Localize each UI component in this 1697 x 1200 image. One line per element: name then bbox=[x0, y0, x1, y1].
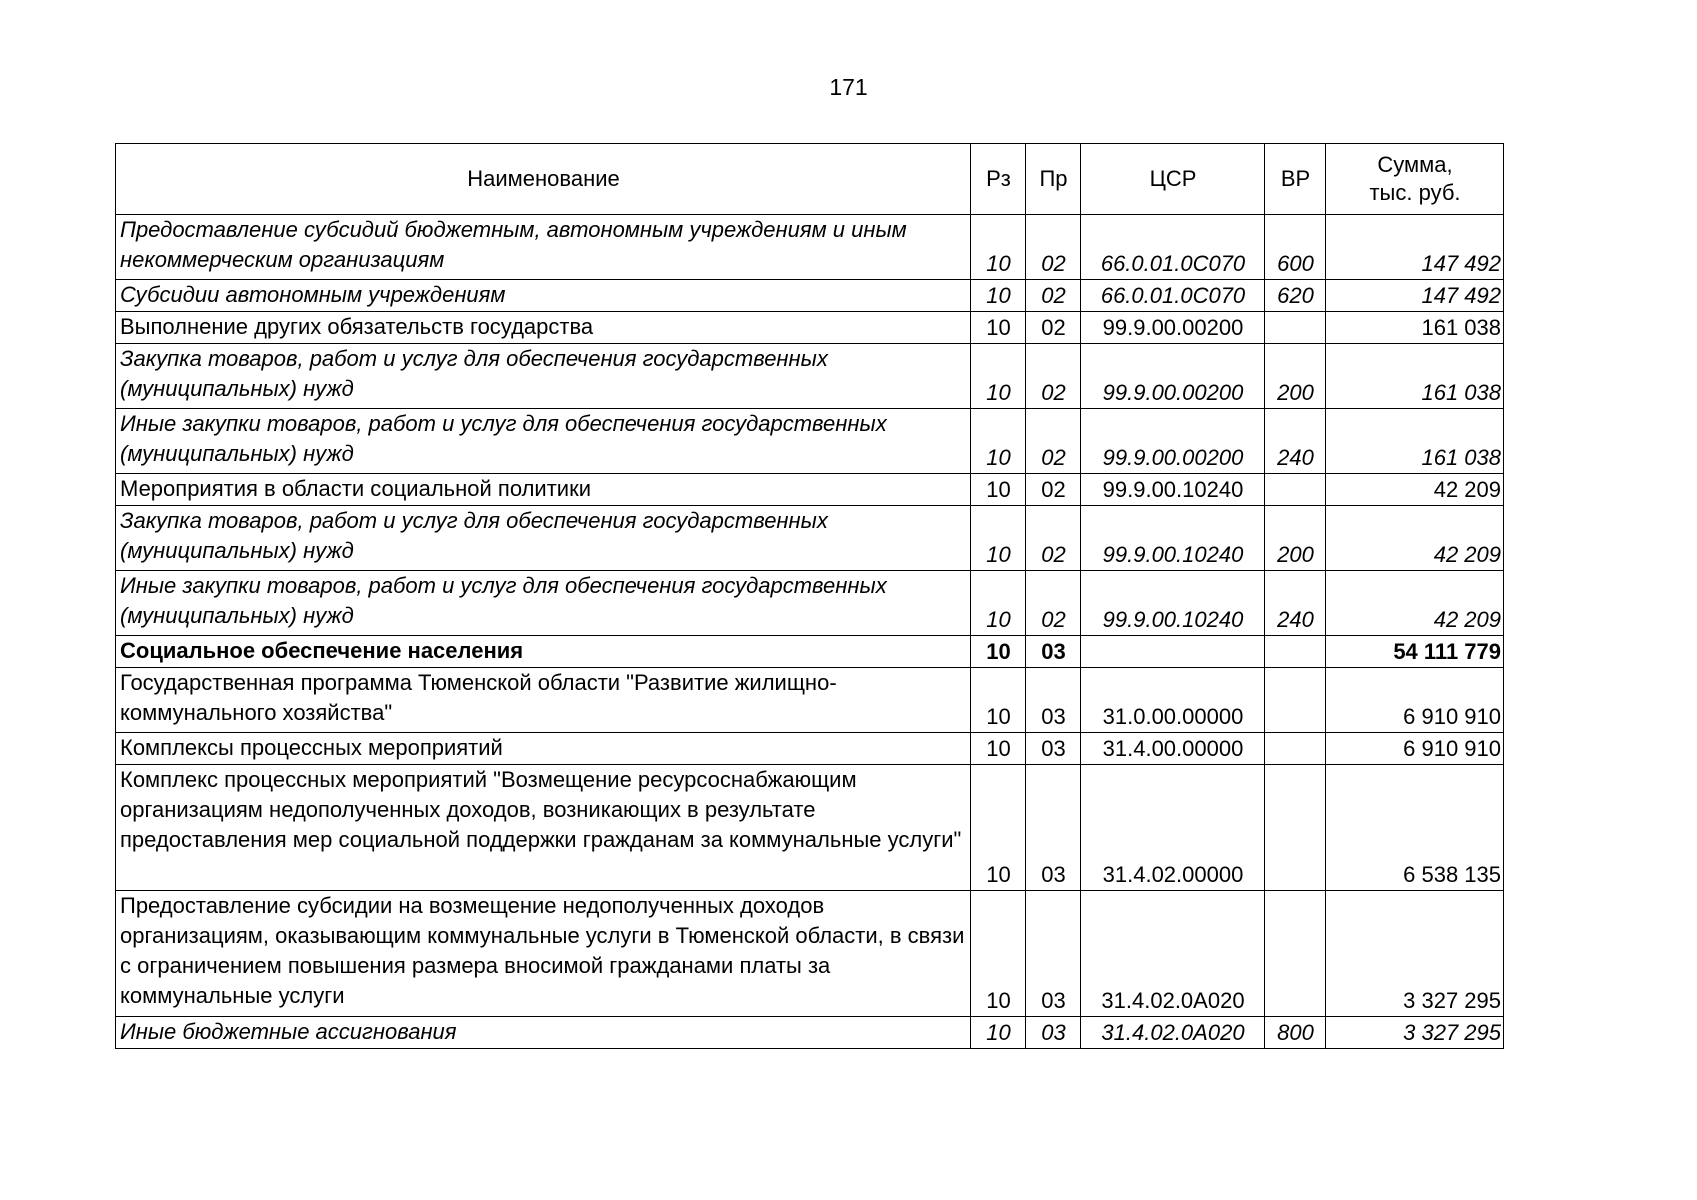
row-name: Выполнение других обязательств государства bbox=[116, 312, 971, 344]
page-number: 171 bbox=[829, 74, 868, 100]
row-sum: 161 038 bbox=[1326, 344, 1504, 409]
row-csr: 99.9.00.00200 bbox=[1081, 344, 1265, 409]
row-name: Социальное обеспечение населения bbox=[116, 636, 971, 668]
row-rz: 10 bbox=[971, 1017, 1026, 1049]
row-pr: 03 bbox=[1026, 1017, 1081, 1049]
row-rz: 10 bbox=[971, 636, 1026, 668]
row-csr: 31.4.02.0А020 bbox=[1081, 1017, 1265, 1049]
row-name: Субсидии автономным учреждениям bbox=[116, 280, 971, 312]
table-row bbox=[116, 409, 1504, 474]
row-rz: 10 bbox=[971, 733, 1026, 765]
row-name: Предоставление субсидий бюджетным, автономным учреждениям и иным некоммерческим организациям bbox=[116, 215, 971, 280]
row-vr: 800 bbox=[1265, 1017, 1326, 1049]
row-rz: 10 bbox=[971, 668, 1026, 733]
row-name: Иные закупки товаров, работ и услуг для обеспечения государственных (муниципальных) нужд bbox=[116, 571, 971, 636]
row-name: Мероприятия в области социальной политики bbox=[116, 474, 971, 506]
row-name: Государственная программа Тюменской области "Развитие жилищно-коммунального хозяйства" bbox=[116, 668, 971, 733]
row-vr bbox=[1265, 312, 1326, 344]
table-row bbox=[116, 1017, 1504, 1049]
row-rz: 10 bbox=[971, 506, 1026, 571]
row-vr: 240 bbox=[1265, 409, 1326, 474]
row-name: Иные закупки товаров, работ и услуг для обеспечения государственных (муниципальных) нужд bbox=[116, 409, 971, 474]
row-pr: 02 bbox=[1026, 344, 1081, 409]
row-pr: 03 bbox=[1026, 891, 1081, 1017]
row-vr bbox=[1265, 765, 1326, 891]
row-pr: 02 bbox=[1026, 506, 1081, 571]
row-rz: 10 bbox=[971, 571, 1026, 636]
table-header-row bbox=[116, 144, 1504, 215]
row-sum: 42 209 bbox=[1326, 506, 1504, 571]
row-sum: 147 492 bbox=[1326, 215, 1504, 280]
row-vr bbox=[1265, 474, 1326, 506]
row-vr bbox=[1265, 636, 1326, 668]
row-csr: 99.9.00.00200 bbox=[1081, 409, 1265, 474]
row-name: Предоставление субсидии на возмещение недополученных доходов организациям, оказывающим коммунальные услуги в Тюменской области, в связи с ограничением повышения размера вносимой гражданами платы за коммунальные услуги bbox=[116, 891, 971, 1017]
row-csr: 31.4.00.00000 bbox=[1081, 733, 1265, 765]
row-pr: 03 bbox=[1026, 636, 1081, 668]
row-vr: 240 bbox=[1265, 571, 1326, 636]
row-rz: 10 bbox=[971, 312, 1026, 344]
row-csr: 99.9.00.10240 bbox=[1081, 571, 1265, 636]
row-vr: 600 bbox=[1265, 215, 1326, 280]
table-row bbox=[116, 344, 1504, 409]
row-csr: 31.0.00.00000 bbox=[1081, 668, 1265, 733]
row-name: Закупка товаров, работ и услуг для обеспечения государственных (муниципальных) нужд bbox=[116, 344, 971, 409]
row-pr: 02 bbox=[1026, 280, 1081, 312]
row-csr: 66.0.01.0С070 bbox=[1081, 280, 1265, 312]
row-pr: 03 bbox=[1026, 765, 1081, 891]
row-rz: 10 bbox=[971, 765, 1026, 891]
table-row bbox=[116, 571, 1504, 636]
row-csr: 99.9.00.00200 bbox=[1081, 312, 1265, 344]
row-csr bbox=[1081, 636, 1265, 668]
header-sum bbox=[1326, 144, 1504, 215]
header-csr: ЦСР bbox=[1081, 144, 1265, 215]
row-csr: 99.9.00.10240 bbox=[1081, 506, 1265, 571]
row-rz: 10 bbox=[971, 409, 1026, 474]
header-vr: ВР bbox=[1265, 144, 1326, 215]
table-row bbox=[116, 506, 1504, 571]
row-rz: 10 bbox=[971, 891, 1026, 1017]
row-pr: 02 bbox=[1026, 571, 1081, 636]
table-row bbox=[116, 733, 1504, 765]
row-name: Иные бюджетные ассигнования bbox=[116, 1017, 971, 1049]
table-row-section-total bbox=[116, 636, 1504, 668]
header-name: Наименование bbox=[116, 144, 971, 215]
row-vr: 620 bbox=[1265, 280, 1326, 312]
row-csr: 31.4.02.00000 bbox=[1081, 765, 1265, 891]
row-pr: 02 bbox=[1026, 312, 1081, 344]
row-sum: 147 492 bbox=[1326, 280, 1504, 312]
table-row bbox=[116, 668, 1504, 733]
header-pr: Пр bbox=[1026, 144, 1081, 215]
row-name: Комплексы процессных мероприятий bbox=[116, 733, 971, 765]
row-pr: 03 bbox=[1026, 733, 1081, 765]
header-sum-line1: Сумма, bbox=[1377, 152, 1453, 177]
row-pr: 03 bbox=[1026, 668, 1081, 733]
table-row bbox=[116, 280, 1504, 312]
row-vr: 200 bbox=[1265, 344, 1326, 409]
row-vr: 200 bbox=[1265, 506, 1326, 571]
row-name: Закупка товаров, работ и услуг для обеспечения государственных (муниципальных) нужд bbox=[116, 506, 971, 571]
table-row bbox=[116, 215, 1504, 280]
table-row bbox=[116, 765, 1504, 891]
table-row bbox=[116, 474, 1504, 506]
header-sum-line2: тыс. руб. bbox=[1369, 180, 1461, 205]
row-rz: 10 bbox=[971, 215, 1026, 280]
row-sum: 6 910 910 bbox=[1326, 733, 1504, 765]
row-sum: 42 209 bbox=[1326, 474, 1504, 506]
row-name: Комплекс процессных мероприятий "Возмещение ресурсоснабжающим организациям недополученных доходов, возникающих в результате предоставления мер социальной поддержки гражданам за коммунальные услуги" bbox=[116, 765, 971, 891]
row-sum: 161 038 bbox=[1326, 312, 1504, 344]
table-row bbox=[116, 312, 1504, 344]
row-rz: 10 bbox=[971, 474, 1026, 506]
row-pr: 02 bbox=[1026, 474, 1081, 506]
row-pr: 02 bbox=[1026, 215, 1081, 280]
row-sum: 161 038 bbox=[1326, 409, 1504, 474]
row-rz: 10 bbox=[971, 280, 1026, 312]
budget-table bbox=[115, 143, 1504, 1049]
row-sum: 42 209 bbox=[1326, 571, 1504, 636]
row-sum: 3 327 295 bbox=[1326, 1017, 1504, 1049]
row-sum: 6 910 910 bbox=[1326, 668, 1504, 733]
row-pr: 02 bbox=[1026, 409, 1081, 474]
row-sum: 54 111 779 bbox=[1326, 636, 1504, 668]
row-csr: 31.4.02.0А020 bbox=[1081, 891, 1265, 1017]
row-vr bbox=[1265, 891, 1326, 1017]
row-rz: 10 bbox=[971, 344, 1026, 409]
header-rz: Рз bbox=[971, 144, 1026, 215]
table-row bbox=[116, 891, 1504, 1017]
row-csr: 99.9.00.10240 bbox=[1081, 474, 1265, 506]
row-vr bbox=[1265, 668, 1326, 733]
row-sum: 6 538 135 bbox=[1326, 765, 1504, 891]
row-vr bbox=[1265, 733, 1326, 765]
row-csr: 66.0.01.0С070 bbox=[1081, 215, 1265, 280]
row-sum: 3 327 295 bbox=[1326, 891, 1504, 1017]
